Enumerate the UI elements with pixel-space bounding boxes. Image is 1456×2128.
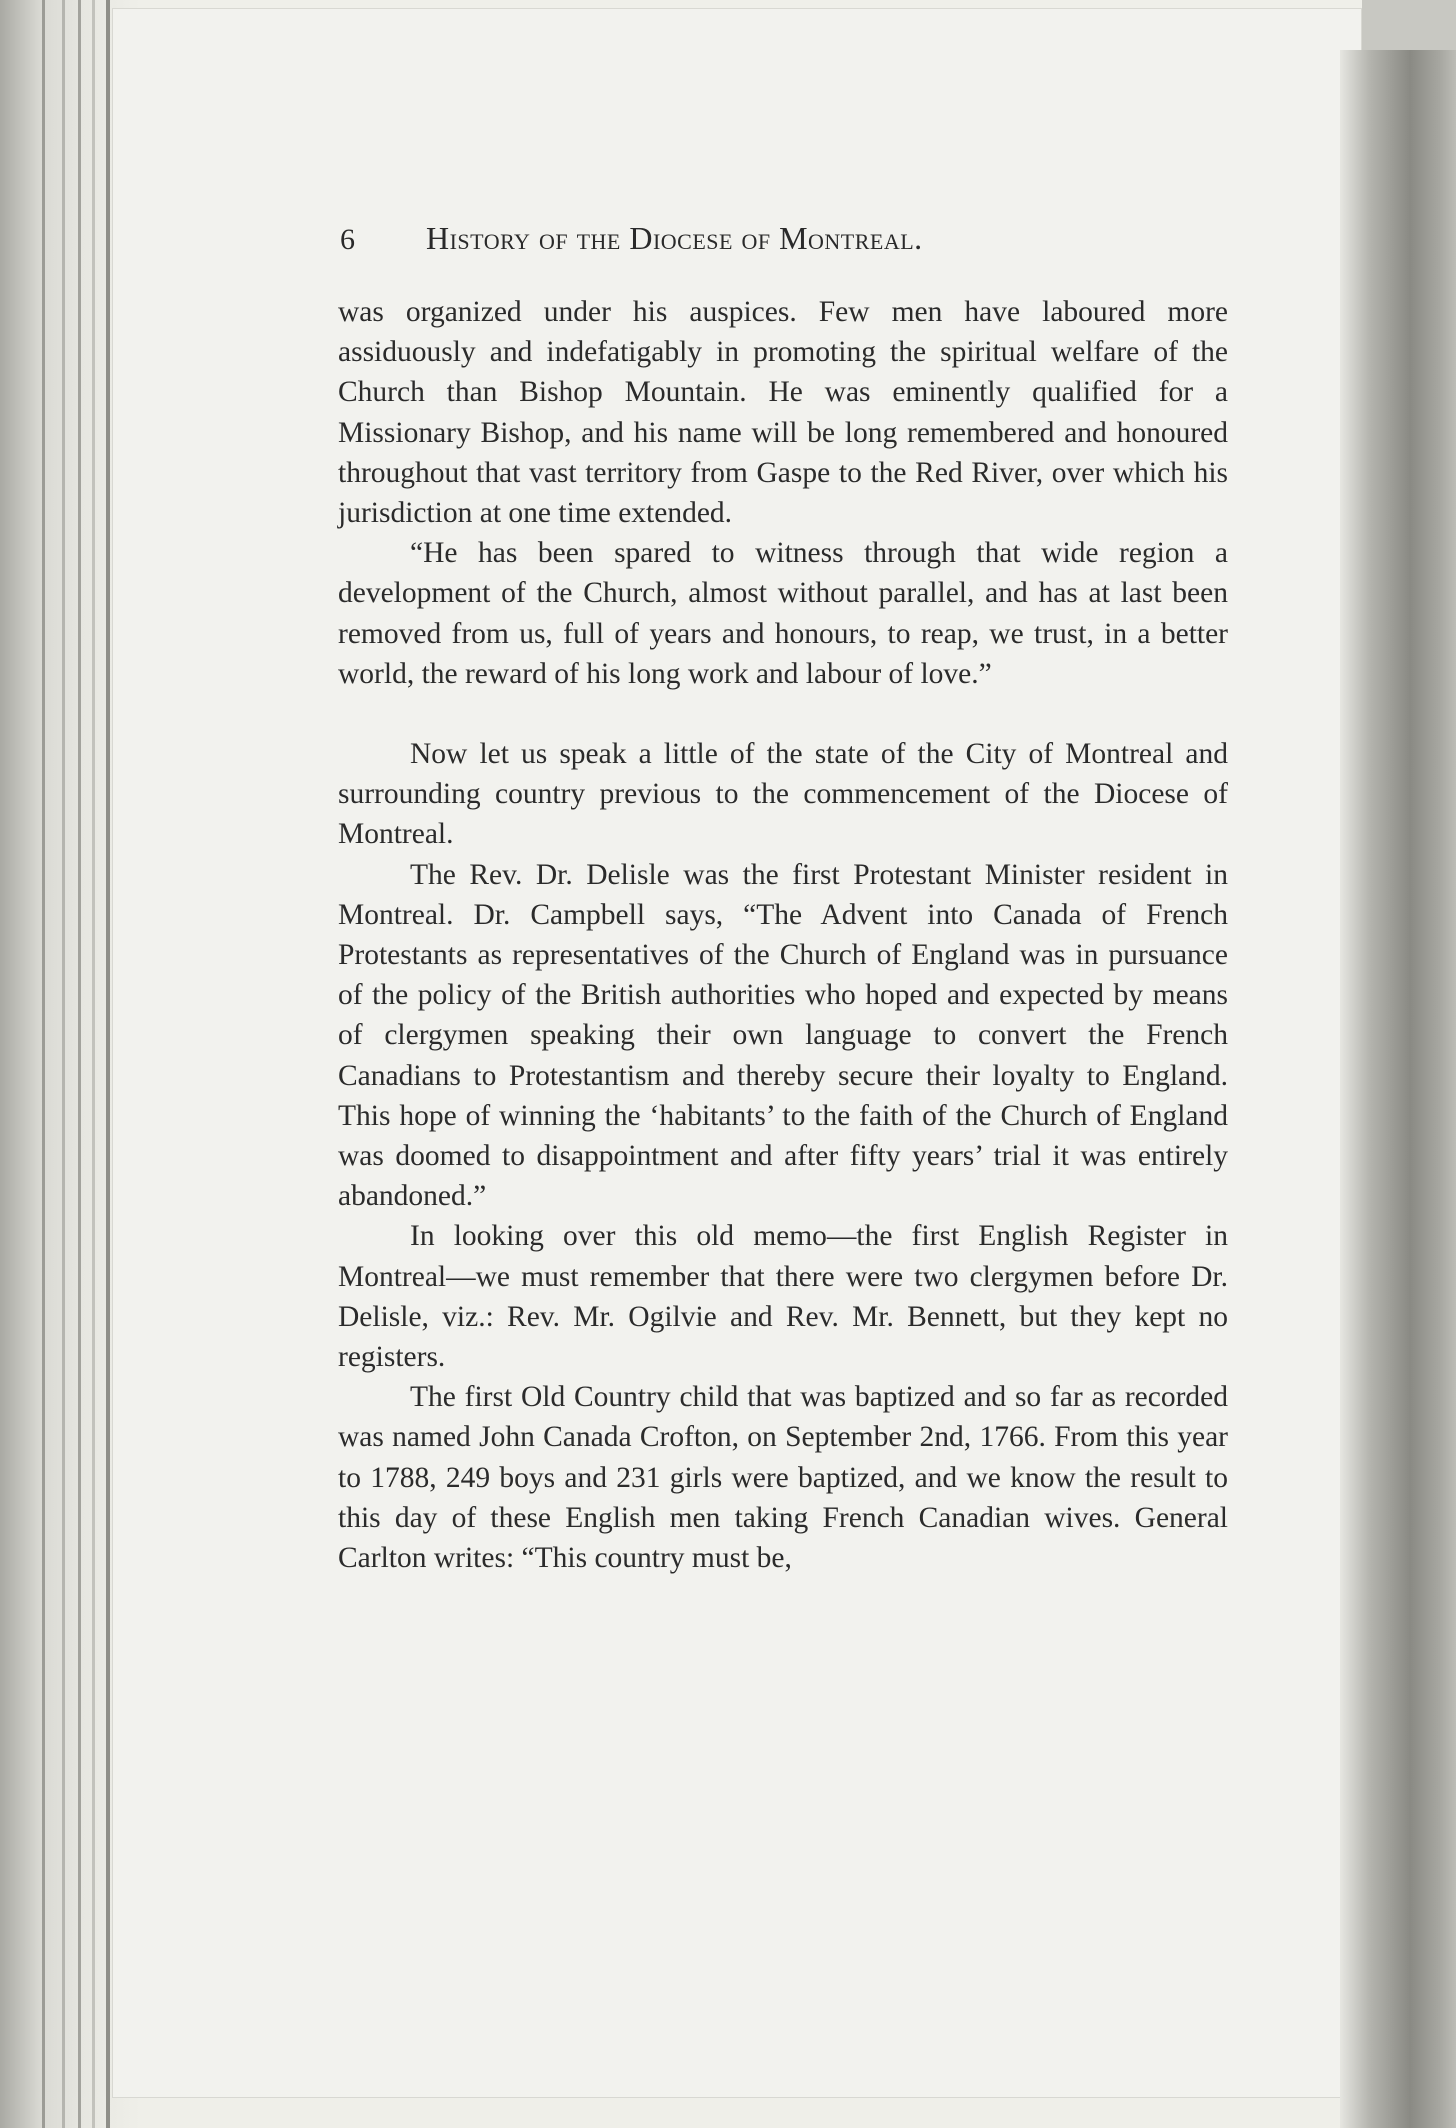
paragraph: “He has been spared to witness through that wide region a development of the Church, almost without parallel, and has at last been removed from us, full of years and honours, to reap, we trust, in a better world, the reward of his long work and labour of love.” bbox=[338, 537, 1228, 690]
running-title: History of the Diocese of Montreal. bbox=[426, 220, 923, 256]
paragraph: The Rev. Dr. Delisle was the first Protestant Minister resident in Montreal. Dr. Campbell says, “The Advent into Canada of French Protestants as representatives of the Church of England was in pursuance of the policy of the British authorities who hoped and expected by means of clergymen speaking their own language to convert the French Canadians to Protestantism and thereby secure their loyalty to England. This hope of winning the ‘habitants’ to the faith of the Church of England was doomed to disappointment and after fifty years’ trial it was entirely abandoned.” bbox=[338, 858, 1228, 1213]
binding-shadow bbox=[1340, 50, 1456, 2128]
page-edge bbox=[42, 0, 45, 2128]
paragraph: In looking over this old memo—the first English Register in Montreal—we must remember that there were two clergymen before Dr. Delisle, viz.: Rev. Mr. Ogilvie and Rev. Mr. Bennett, but they kept no registers. bbox=[338, 1220, 1228, 1374]
page-edge bbox=[78, 0, 81, 2128]
binding-shadow-top bbox=[1362, 0, 1456, 52]
body-text bbox=[338, 292, 1228, 1578]
page-number: 6 bbox=[340, 223, 356, 256]
page-edge bbox=[106, 0, 110, 2128]
paragraph: Now let us speak a little of the state of the City of Montreal and surrounding country previous to the commencement of the Diocese of Montreal. bbox=[338, 738, 1228, 851]
page-edge bbox=[62, 0, 65, 2128]
paragraph: was organized under his auspices. Few men have laboured more assiduously and indefatigably in promoting the spiritual welfare of the Church than Bishop Mountain. He was eminently qualified for a Missionary Bishop, and his name will be long remembered and honoured throughout that vast territory from Gaspe to the Red River, over which his jurisdiction at one time extended. bbox=[338, 296, 1228, 530]
page-header bbox=[340, 220, 1140, 257]
page-edge bbox=[92, 0, 95, 2128]
paragraph: The first Old Country child that was baptized and so far as recorded was named John Canada Crofton, on September 2nd, 1766. From this year to 1788, 249 boys and 231 girls were baptized, and we know the result to this day of these English men taking French Canadian wives. General Carlton writes: “This country must be, bbox=[338, 1381, 1228, 1575]
